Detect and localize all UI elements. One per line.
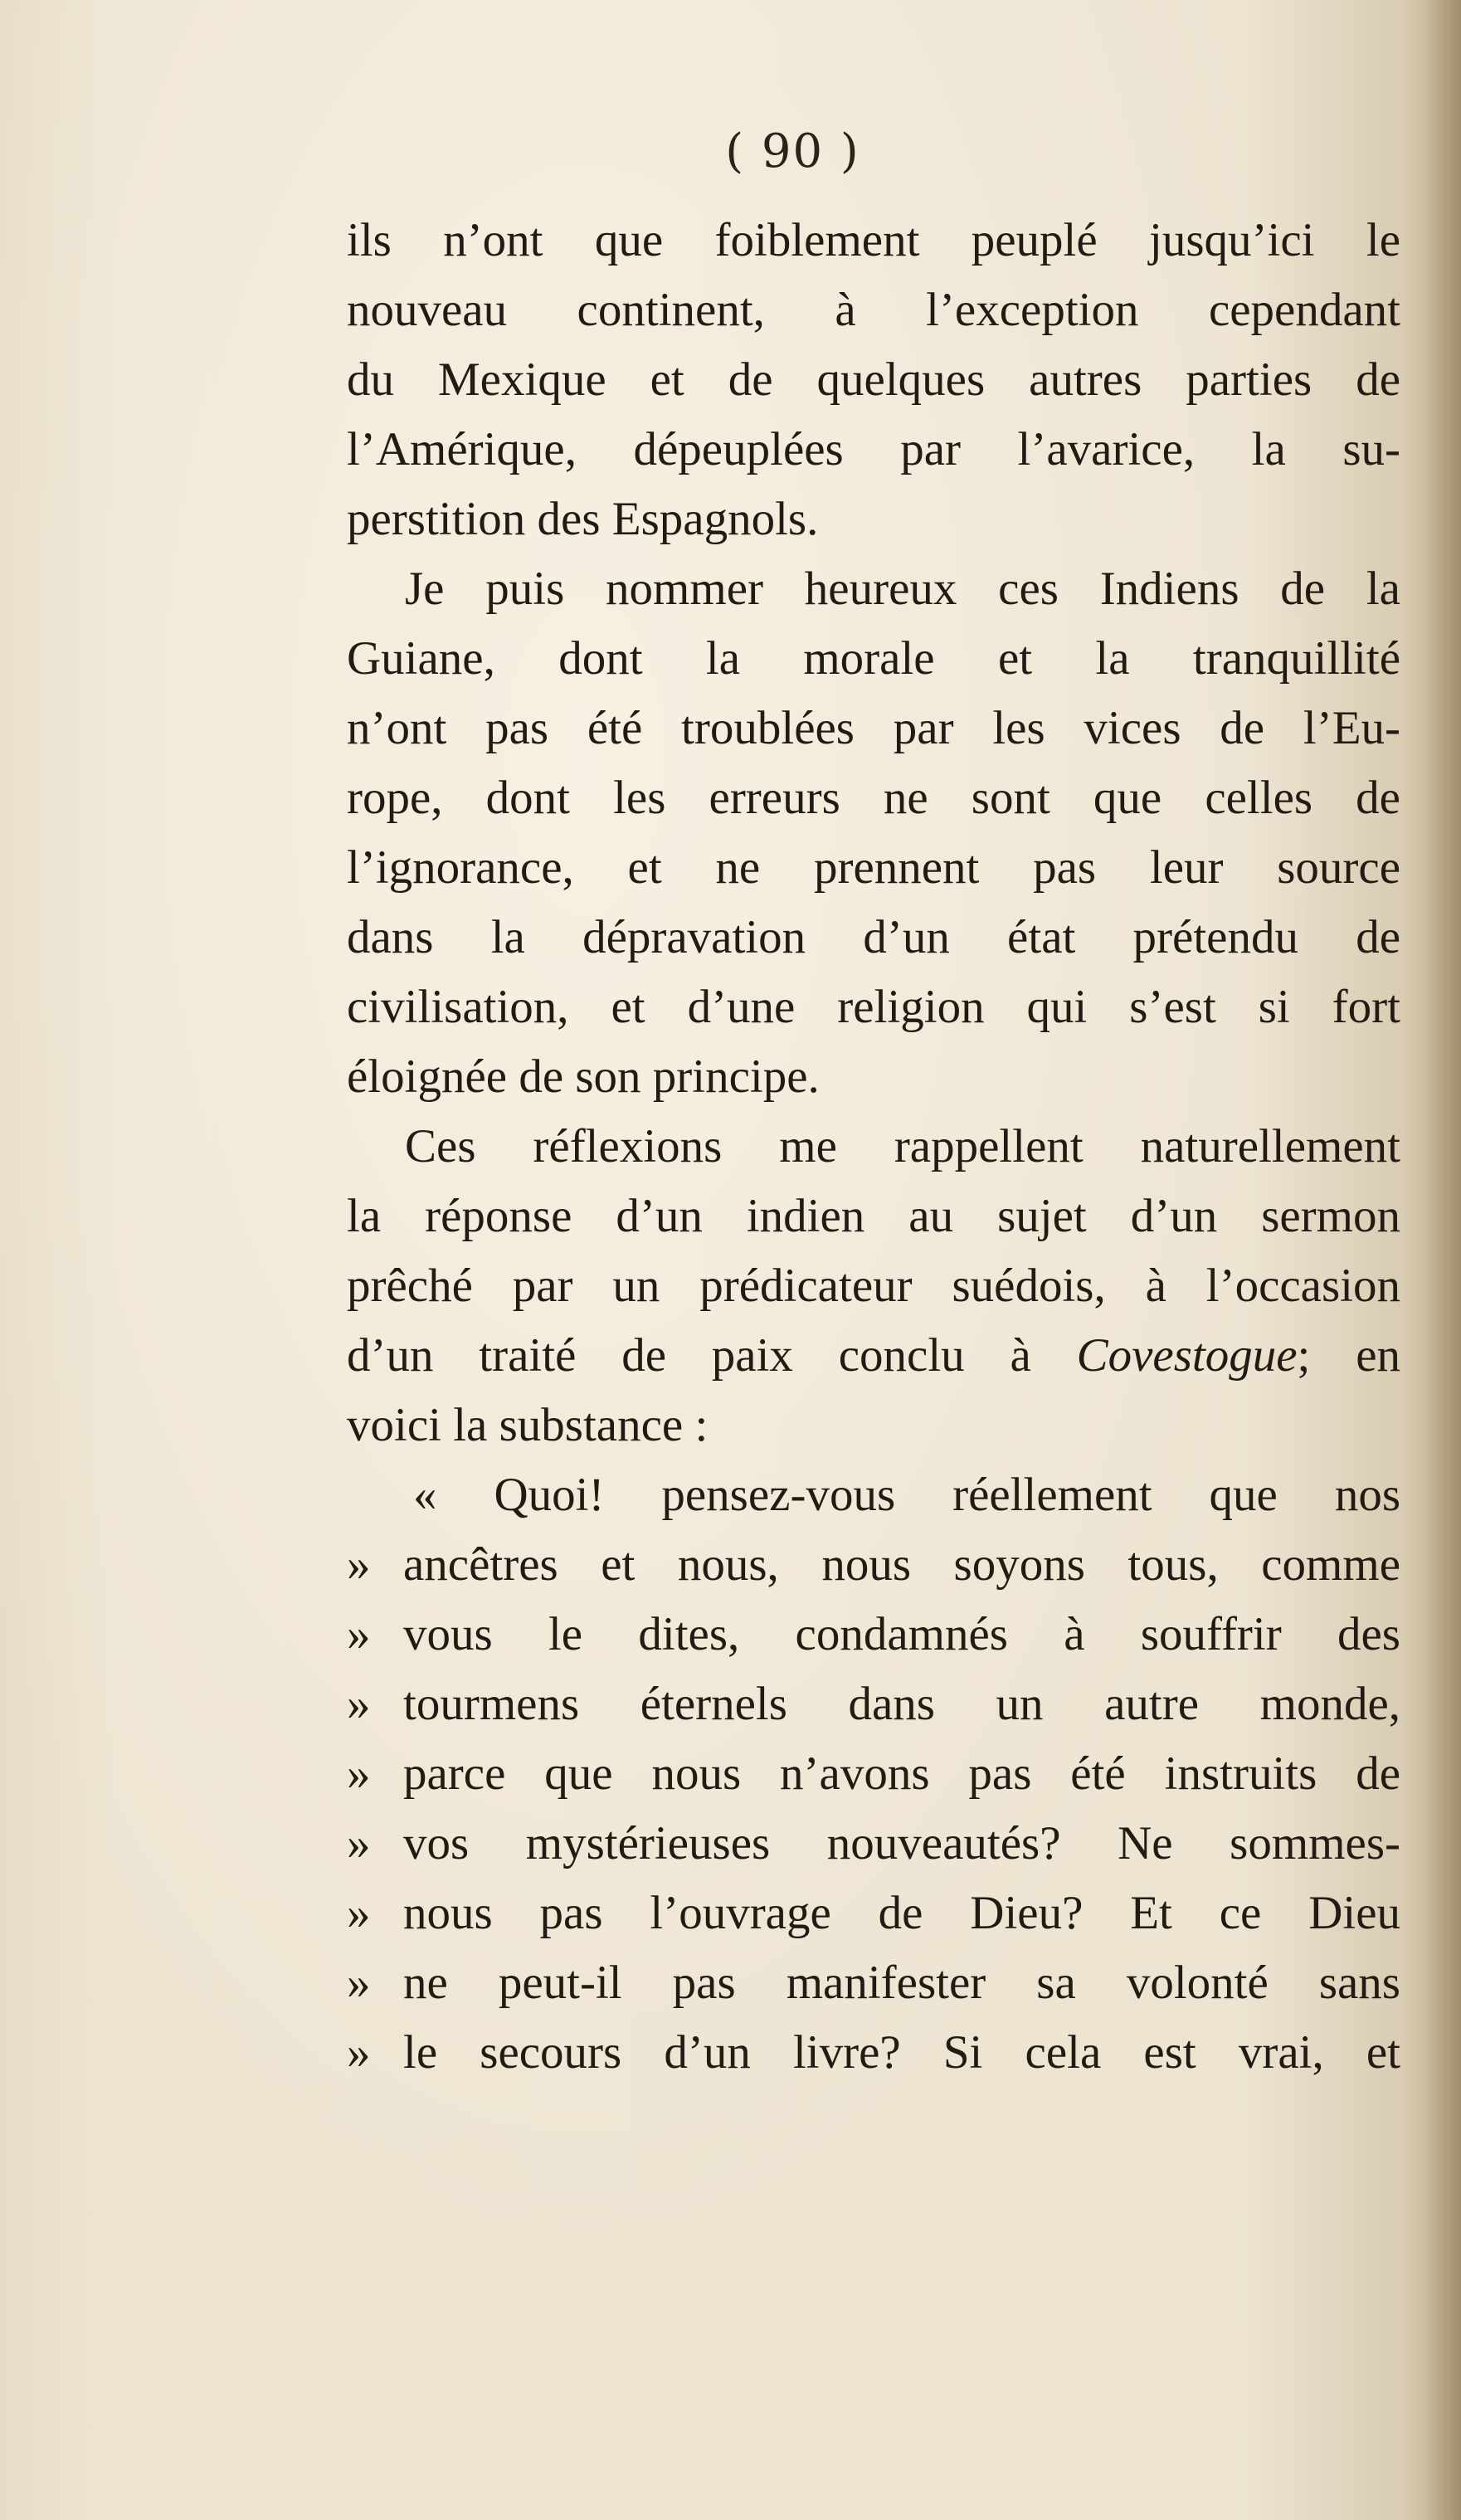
quote-text: le secours d’un livre? Si cela est vrai, et (403, 2026, 1400, 2079)
quote-text: nous pas l’ouvrage de Dieu? Et ce Dieu (403, 1887, 1400, 1939)
text-line: civilisation, et d’une religion qui s’est si fort (347, 981, 1400, 1033)
text-line: voici la substance : (347, 1399, 709, 1451)
quote-text: vos mystérieuses nouveautés? Ne sommes- (403, 1817, 1400, 1869)
text-line-with-place (347, 1321, 1400, 1391)
text-line: l’Amérique, dépeuplées par l’avarice, la su- (347, 423, 1400, 475)
quote-text: parce que nous n’avons pas été instruits de (403, 1747, 1400, 1800)
quote-open-mark: « (413, 1469, 437, 1521)
quote-line (347, 1600, 1400, 1669)
quote-line (347, 1669, 1400, 1739)
text-line: n’ont pas été troublées par les vices de l’Eu- (347, 702, 1400, 754)
quote-continuation-mark: » (347, 1608, 371, 1660)
quote-line (347, 1460, 1400, 1530)
text-line: éloignée de son principe. (347, 1050, 820, 1103)
quote-continuation-mark: » (347, 1887, 371, 1939)
quote-continuation-mark: » (347, 2026, 371, 2079)
text-line: la réponse d’un indien au sujet d’un sermon (347, 1190, 1400, 1242)
text-line-head: d’un traité de paix conclu à (347, 1329, 1031, 1382)
text-line: ils n’ont que foiblement peuplé jusqu’ici le (347, 214, 1400, 266)
quote-text: vous le dites, condamnés à souffrir des (403, 1608, 1400, 1660)
text-line: Ces réflexions me rappellent naturellement (405, 1120, 1400, 1172)
quote-line (347, 1739, 1400, 1809)
quote-continuation-mark: » (347, 1747, 371, 1800)
text-line: perstition des Espagnols. (347, 493, 819, 545)
text-line: rope, dont les erreurs ne sont que celles de (347, 772, 1400, 824)
page-gutter-shadow (1424, 0, 1461, 2520)
quote-line (347, 1879, 1400, 1948)
text-line-tail: ; en (1297, 1329, 1400, 1382)
place-name: Covestogue (1076, 1329, 1298, 1382)
quote-line (347, 1530, 1400, 1600)
quote-continuation-mark: » (347, 1538, 371, 1591)
quote-continuation-mark: » (347, 1957, 371, 2009)
quote-text: tourmens éternels dans un autre monde, (403, 1678, 1400, 1730)
text-line: l’ignorance, et ne prennent pas leur source (347, 841, 1400, 894)
body-text (347, 206, 1400, 2088)
text-line: du Mexique et de quelques autres parties de (347, 353, 1400, 406)
quote-text: ancêtres et nous, nous soyons tous, comme (403, 1538, 1400, 1591)
quote-text: ne peut-il pas manifester sa volonté sans (403, 1957, 1400, 2009)
text-line: dans la dépravation d’un état prétendu de (347, 911, 1400, 963)
text-line: Guiane, dont la morale et la tranquillité (347, 632, 1400, 685)
quote-continuation-mark: » (347, 1817, 371, 1869)
quote-line (347, 1809, 1400, 1879)
quote-line (347, 1948, 1400, 2018)
text-line: Je puis nommer heureux ces Indiens de la (405, 563, 1400, 615)
quote-continuation-mark: » (347, 1678, 371, 1730)
text-line: prêché par un prédicateur suédois, à l’occasion (347, 1260, 1400, 1312)
quote-text: Quoi! pensez-vous réellement que nos (494, 1469, 1400, 1521)
text-line: nouveau continent, à l’exception cependant (347, 284, 1400, 336)
quote-line (347, 2018, 1400, 2088)
page-number: ( 90 ) (725, 124, 860, 178)
